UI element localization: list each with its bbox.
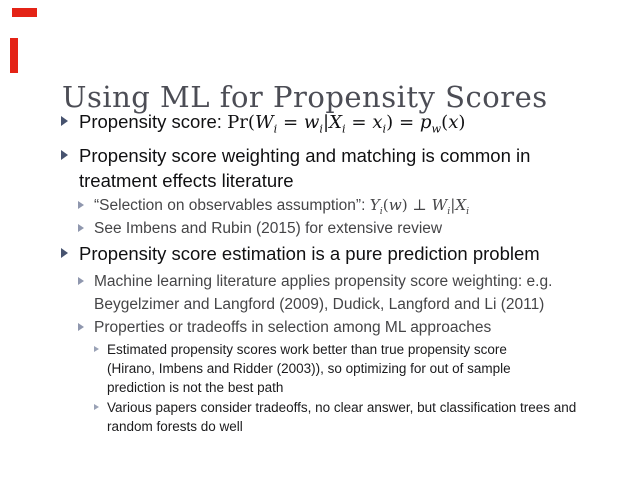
bullet-item-various-papers xyxy=(93,398,630,436)
bullet-text: Various papers consider tradeoffs, no clear answer, but classification trees and random forests do well xyxy=(107,400,577,434)
bullet-text xyxy=(94,194,469,217)
bullet-triangle-icon xyxy=(94,346,99,352)
bullet-item-estimated-scores xyxy=(93,340,630,397)
bullet-item-selection-observables xyxy=(77,194,630,217)
red-annotation-bar-horizontal xyxy=(12,8,37,17)
page-title: Using ML for Propensity Scores xyxy=(62,80,548,115)
bullet-text xyxy=(79,109,465,135)
math-propensity-formula: $Pr(W_i = w_i|X_i = x_i) = p_w(x)$ xyxy=(227,112,466,136)
bullet-text: Propensity score weighting and matching is common in treatment effects literature xyxy=(79,145,531,191)
bullet-triangle-icon xyxy=(61,116,68,126)
bullet-item-pure-prediction xyxy=(60,241,630,266)
bullet-triangle-icon xyxy=(61,248,68,258)
bullet-item-weighting-matching xyxy=(60,143,630,193)
bullet-triangle-icon xyxy=(61,150,68,160)
bullet-triangle-icon xyxy=(78,224,84,232)
bullet-text: See Imbens and Rubin (2015) for extensive review xyxy=(94,220,443,237)
bullet-list xyxy=(60,109,630,436)
bullet-text: Estimated propensity scores work better than true propensity score (Hirano, Imbens and Ridder (2003)), so optimizing for out of sample prediction is not the best path xyxy=(107,342,511,395)
bullet-triangle-icon xyxy=(78,277,84,285)
bullet-text: Propensity score estimation is a pure prediction problem xyxy=(79,243,540,264)
bullet-text: Machine learning literature applies propensity score weighting: e.g. Beygelzimer and Langford (2009), Dudick, Langford and Li (2011) xyxy=(94,273,553,313)
bullet-item-ml-literature xyxy=(77,270,630,316)
bullet-triangle-icon xyxy=(94,404,99,410)
bullet-item-imbens-rubin xyxy=(77,217,630,240)
bullet-item-properties-tradeoffs xyxy=(77,316,630,339)
bullet-item-propensity-score xyxy=(60,109,630,135)
bullet-text: Properties or tradeoffs in selection among ML approaches xyxy=(94,319,492,336)
bullet-triangle-icon xyxy=(78,323,84,331)
red-annotation-bar-vertical xyxy=(10,38,18,73)
bullet-triangle-icon xyxy=(78,201,84,209)
bullet-text-prefix: “Selection on observables assumption”: xyxy=(94,197,370,214)
math-independence-formula: $Y_i(w)$ ⊥ $W_i|X_i$ xyxy=(369,196,470,218)
bullet-text-prefix: Propensity score: xyxy=(79,111,228,132)
